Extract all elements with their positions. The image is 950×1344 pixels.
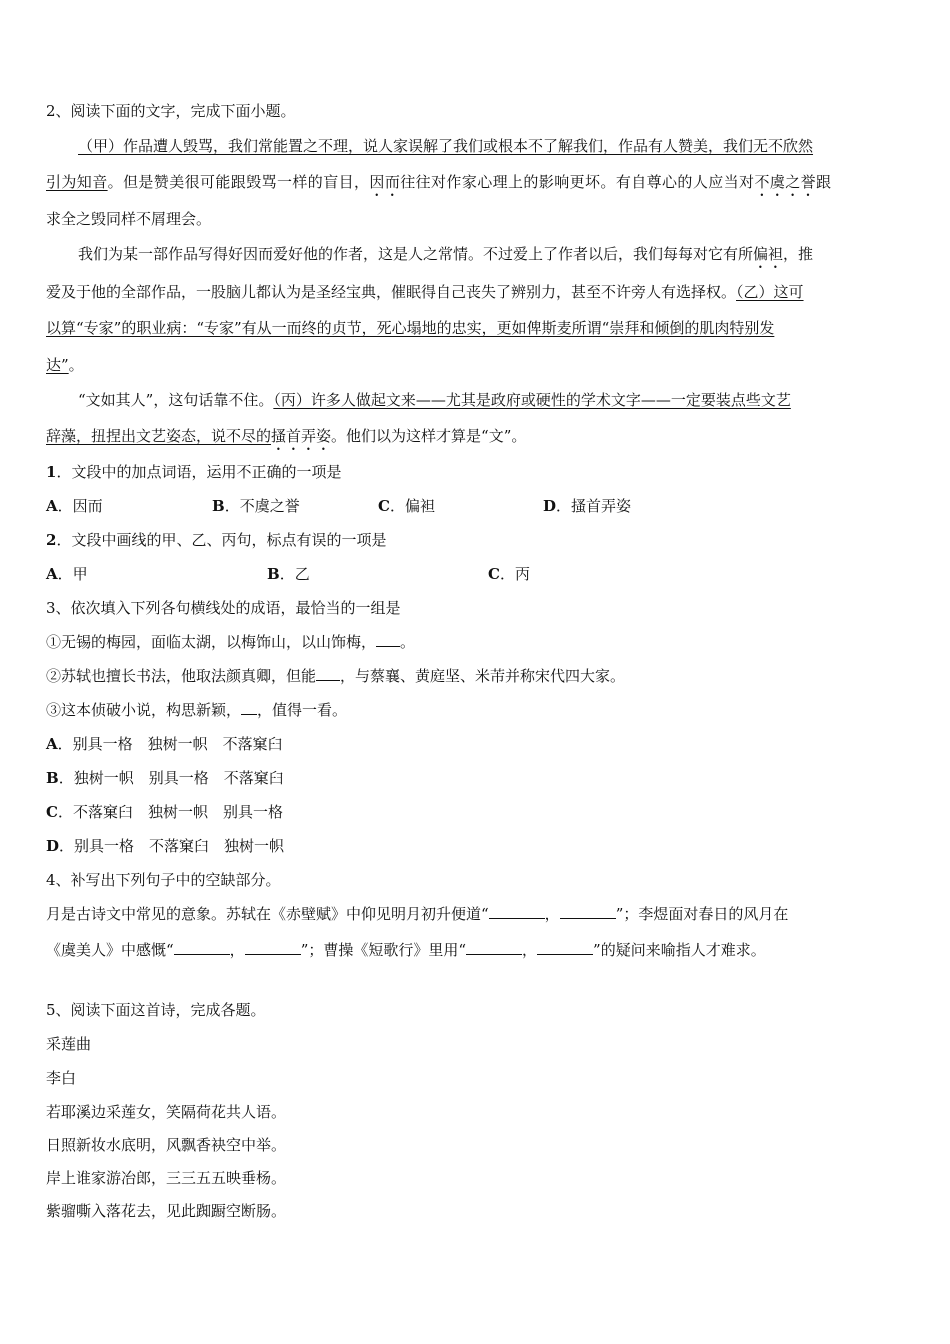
q3-heading: 3、依次填入下列各句横线处的成语，最恰当的一组是 <box>46 599 401 617</box>
poem-title: 采莲曲 <box>46 1035 92 1053</box>
option-c[interactable]: C．偏袒 <box>378 497 435 515</box>
option-d[interactable]: D．搔首弄姿 <box>543 497 632 515</box>
q3-option-b[interactable]: B．独树一帜 别具一格 不落窠臼 <box>46 769 284 787</box>
sentence-yi-part3: 达” <box>46 356 69 374</box>
passage-p1-line3: 求全之毁同样不屑理会。 <box>46 210 212 228</box>
blank[interactable] <box>560 904 616 919</box>
sentence-jia-part2: 引为知音 <box>46 173 108 191</box>
dotted-word-piantan: 偏袒 <box>753 245 784 263</box>
passage-p3-line1: “文如其人”，这句话靠不住。（丙）许多人做起文来——尤其是政府或硬性的学术文字——一定要装点些文艺 <box>78 391 791 409</box>
q5-heading: 5、阅读下面这首诗，完成各题。 <box>46 1001 266 1019</box>
poem-line: 若耶溪边采莲女，笑隔荷花共人语。 <box>46 1103 287 1121</box>
dotted-word-buyuzhiyu: 不虞之誉 <box>754 173 817 191</box>
blank[interactable] <box>466 940 522 955</box>
q3-option-d[interactable]: D．别具一格 不落窠臼 独树一帜 <box>46 837 285 855</box>
option-a[interactable]: A．因而 <box>46 497 103 515</box>
option-b[interactable]: B．不虞之誉 <box>212 497 300 515</box>
blank[interactable] <box>245 940 301 955</box>
q4-heading: 4、补写出下列句子中的空缺部分。 <box>46 871 281 889</box>
passage-p2-line2: 爱及于他的全部作品，一股脑儿都认为是圣经宝典，催眠得自己丧失了辨别力，甚至不许旁人有选择权。（乙）这可 <box>46 283 804 301</box>
sentence-yi-part2: 以算“专家”的职业病：“专家”有从一而终的贞节，死心塌地的忠实，更如俾斯麦所谓“崇拜和倾倒的肌肉特别发 <box>46 319 775 337</box>
q3-sentence-1: ①无锡的梅园，面临太湖，以梅饰山，以山饰梅， 。 <box>46 633 416 651</box>
poem-line: 岸上谁家游冶郎，三三五五映垂杨。 <box>46 1169 287 1187</box>
dotted-word-saoshounongzi: 搔首弄姿 <box>271 427 332 445</box>
q4-line-1: 月是古诗文中常见的意象。苏轼在《赤壁赋》中仰见明月初升便道“ ， ”；李煜面对春日的风月在 <box>46 905 789 923</box>
blank[interactable] <box>376 632 400 647</box>
q3-option-a[interactable]: A．别具一格 独树一帜 不落窠臼 <box>46 735 283 753</box>
subquestion-1-options <box>46 496 900 516</box>
q3-sentence-3: ③这本侦破小说，构思新颖， ，值得一看。 <box>46 701 348 719</box>
blank[interactable] <box>241 700 257 715</box>
sentence-bing-part1: （丙）许多人做起文来——尤其是政府或硬性的学术文字——一定要装点些文艺 <box>273 391 791 409</box>
q3-option-c[interactable]: C．不落窠臼 独树一帜 别具一格 <box>46 803 283 821</box>
blank[interactable] <box>489 904 545 919</box>
blank[interactable] <box>316 666 340 681</box>
sentence-bing-part2: 辞藻，扭捏出文艺姿态，说不尽的 <box>46 427 272 445</box>
option-c[interactable]: C．丙 <box>488 565 530 583</box>
subquestion-2-options <box>46 564 900 584</box>
poem-author: 李白 <box>46 1069 77 1087</box>
dotted-word-yiner: 因而 <box>369 173 401 191</box>
passage-p3-line2: 辞藻，扭捏出文艺姿态，说不尽的搔首弄姿。他们以为这样才算是“文”。 <box>46 427 527 445</box>
passage-p2-line3 <box>46 318 774 338</box>
subquestion-2: 2．文段中画线的甲、乙、丙句，标点有误的一项是 <box>46 531 387 549</box>
q3-sentence-2: ②苏轼也擅长书法，他取法颜真卿，但能 ，与蔡襄、黄庭坚、米芾并称宋代四大家。 <box>46 667 626 685</box>
option-b[interactable]: B．乙 <box>267 565 310 583</box>
poem-line: 日照新妆水底明，风飘香袂空中举。 <box>46 1136 287 1154</box>
q2-heading: 2、阅读下面的文字，完成下面小题。 <box>46 102 296 120</box>
subquestion-1: 1．文段中的加点词语，运用不正确的一项是 <box>46 463 342 481</box>
option-a[interactable]: A．甲 <box>46 565 88 583</box>
passage-p2-line4: 达”。 <box>46 356 84 374</box>
passage-p1-line1 <box>78 136 900 156</box>
poem-line: 紫骝嘶入落花去，见此踟蹰空断肠。 <box>46 1202 287 1220</box>
q4-line-2: 《虞美人》中感慨“ ， ”；曹操《短歌行》里用“ ， ”的疑问来喻指人才难求。 <box>46 941 766 959</box>
blank[interactable] <box>537 940 593 955</box>
passage-p2-line1: 我们为某一部作品写得好因而爱好他的作者，这是人之常情。不过爱上了作者以后，我们每每对它有所偏袒，推 <box>78 245 814 263</box>
passage-p1-line2: 引为知音。但是赞美很可能跟毁骂一样的盲目，因而往往对作家心理上的影响更坏。有自尊心的人应当对不虞之誉跟 <box>46 173 832 191</box>
blank[interactable] <box>174 940 230 955</box>
sentence-yi-part1: （乙）这可 <box>736 283 804 301</box>
sentence-jia-part1: （甲）作品遭人毁骂，我们常能置之不理，说人家误解了我们或根本不了解我们，作品有人赞美，我们无不欣然 <box>78 137 814 155</box>
